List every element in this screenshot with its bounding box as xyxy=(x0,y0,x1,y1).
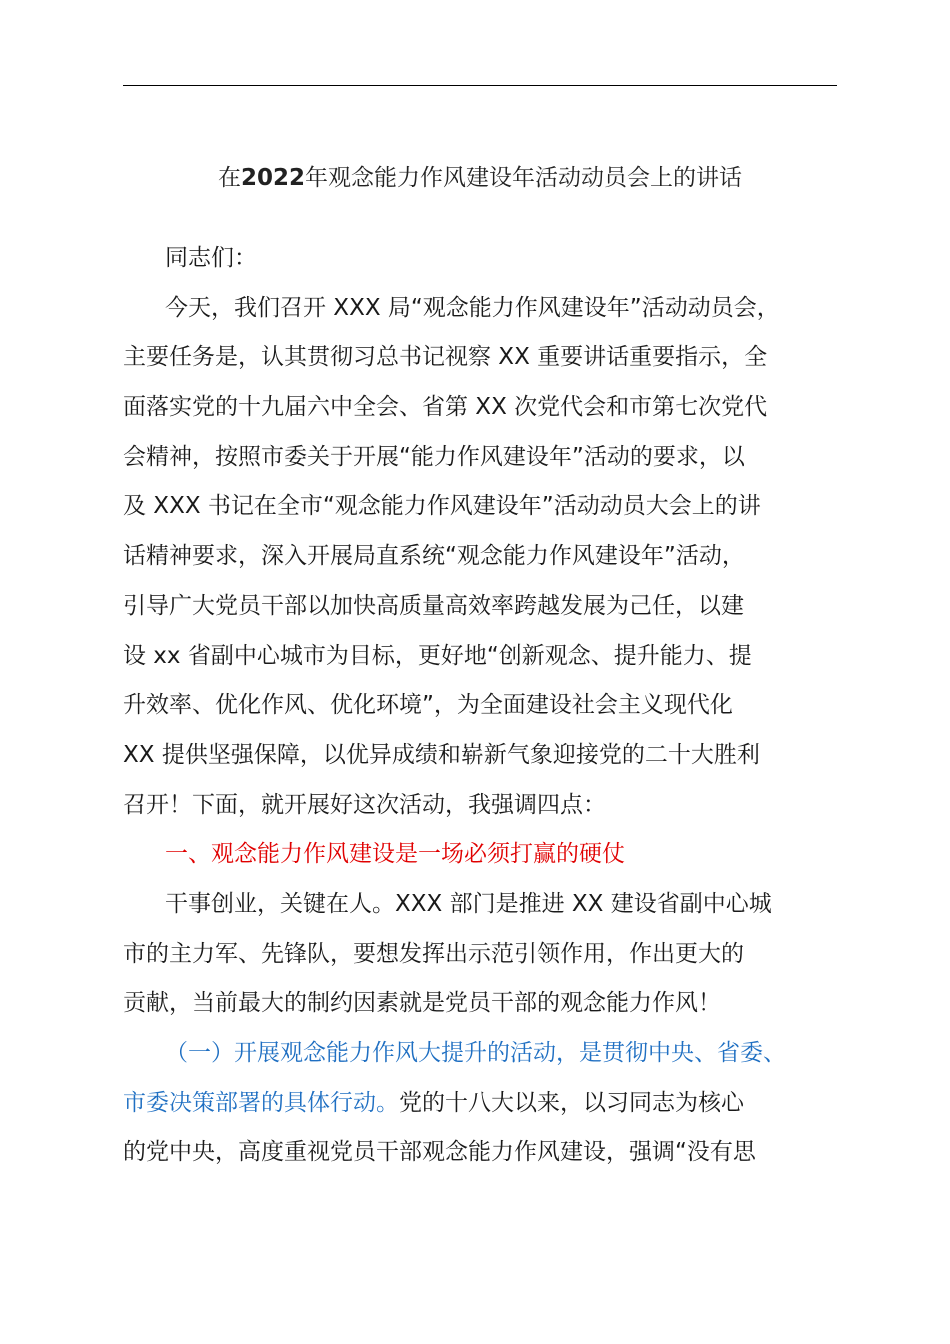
title-suffix: 年观念能力作风建设年活动动员会上的讲话 xyxy=(305,165,742,191)
document-body xyxy=(123,234,837,1178)
paragraph-line xyxy=(123,1079,837,1129)
title-prefix: 在 xyxy=(217,165,241,191)
paragraph-line: 同志们： xyxy=(165,245,257,271)
page-title xyxy=(123,158,837,198)
title-year: 2022 xyxy=(240,165,305,191)
paragraph-line: 干事创业，关键在人。XXX 部门是推进 XX 建设省副中心城 xyxy=(165,890,772,917)
section-heading: 一、观念能力作风建设是一场必须打赢的硬仗 xyxy=(165,841,625,868)
paragraph-line: 引导广大党员干部以加快高质量高效率跨越发展为己任，以建 xyxy=(123,592,744,619)
subsection-heading: （一）开展观念能力作风大提升的活动，是贯彻中央、省委、 xyxy=(165,1040,786,1066)
paragraph-line: 贡献，当前最大的制约因素就是党员干部的观念能力作风！ xyxy=(123,990,721,1017)
paragraph-line: 主要任务是，认其贯彻习总书记视察 XX 重要讲话重要指示，全 xyxy=(123,344,768,371)
paragraph-line: 的党中央，高度重视党员干部观念能力作风建设，强调“没有思 xyxy=(123,1139,756,1166)
paragraph-text: 党的十八大以来，以习同志为核心 xyxy=(399,1089,744,1116)
paragraph-line: 会精神，按照市委关于开展“能力作风建设年”活动的要求，以 xyxy=(123,443,745,470)
paragraph-line: 及 XXX 书记在全市“观念能力作风建设年”活动动员大会上的讲 xyxy=(123,493,761,520)
paragraph-line: 今天，我们召开 XXX 局“观念能力作风建设年”活动动员会， xyxy=(165,294,780,321)
paragraph-line: 面落实党的十九届六中全会、省第 XX 次党代会和市第七次党代 xyxy=(123,394,768,421)
paragraph-line: 召开！下面，就开展好这次活动，我强调四点： xyxy=(123,791,606,818)
paragraph-line: 设 xx 省副中心城市为目标，更好地“创新观念、提升能力、提 xyxy=(123,642,752,669)
header-rule xyxy=(123,85,837,86)
subsection-heading-tail: 市委决策部署的具体行动。 xyxy=(123,1089,399,1116)
paragraph-line: 话精神要求，深入开展局直系统“观念能力作风建设年”活动， xyxy=(123,543,745,570)
paragraph-line: 市的主力军、先锋队，要想发挥出示范引领作用，作出更大的 xyxy=(123,940,744,967)
paragraph-line: 升效率、优化作风、优化环境”，为全面建设社会主义现代化 xyxy=(123,692,733,719)
paragraph-line: XX 提供坚强保障，以优异成绩和崭新气象迎接党的二十大胜利 xyxy=(123,741,760,768)
